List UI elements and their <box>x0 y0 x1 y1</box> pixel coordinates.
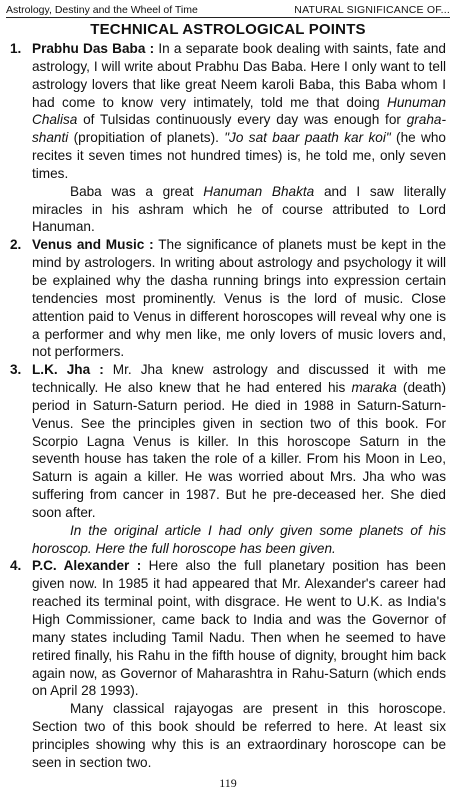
item-text: Here also the full planetary position has been given now. In 1985 it had appeared that Mr. Alexander's career had reached its terminal point, with disgrace. He went to U.K. as India's High Commissioner, came back to India and was the Governor of many states including Tamil Nadu. Then when he seemed to have retired finally, his Rahu in the fifth house of dignity, brought him back again now, as Governor of Maharashtra in Rahu-Saturn (which ends on April 28 1993). <box>32 558 446 699</box>
item-text: In a separate book dealing with saints, fate and astrology, I will write about Prabhu Das Baba. Here I only want to tell astrology lovers that like great Neem karoli Baba, this Baba whom I had come to know very intimately, told me that doing <box>32 41 446 110</box>
item-number: 4. <box>10 558 22 574</box>
item-paragraph <box>32 361 446 522</box>
list-item-3 <box>10 361 446 557</box>
item-paragraph-2 <box>32 183 446 237</box>
item-paragraph <box>32 236 446 361</box>
item-text: Mr. Jha knew astrology and discussed it with me technically. He also knew that he had entered his <box>32 362 446 396</box>
item-heading: L.K. Jha : <box>32 362 104 378</box>
item-text: (death) period in Saturn-Saturn period. He died in 1988 in Saturn-Saturn-Venus. See the principles given in section two of this book. For Scorpio Lagna Venus is killer. In this horoscope Saturn in the seventh house has taken the role of a killer. From his Moon in Leo, Saturn is again a killer. He was worried about Mrs. Jha who was suffering from cancer in 1987. But he pre-deceased her. She died soon after. <box>32 380 446 520</box>
item-text-italic: Hanuman Bhakta <box>203 183 315 199</box>
list-item-4 <box>10 557 446 771</box>
item-heading: Prabhu Das Baba : <box>32 41 155 56</box>
chapter-title-header: NATURAL SIGNIFICANCE OF... <box>294 4 450 16</box>
item-text-italic: "Jo sat baar paath kar koi" <box>224 130 391 146</box>
item-heading: P.C. Alexander : <box>32 558 142 574</box>
item-text: of Tulsidas continuously every day was enough for <box>77 112 407 128</box>
item-text: Baba was a great <box>70 183 204 199</box>
page-body <box>10 40 446 772</box>
list-item-2 <box>10 236 446 361</box>
item-paragraph <box>32 40 446 183</box>
item-paragraph-2: In the original article I had only given some planets of his horoscop. Here the full horoscope has been given. <box>32 522 446 556</box>
item-number: 2. <box>10 237 22 253</box>
item-heading: Venus and Music : <box>32 237 154 253</box>
item-number: 1. <box>10 41 22 56</box>
book-title-header: Astrology, Destiny and the Wheel of Time <box>6 4 198 16</box>
item-paragraph <box>32 557 446 700</box>
list-item-1 <box>10 40 446 236</box>
item-text-italic: graha-shanti <box>32 112 446 146</box>
item-text-italic: Hunuman Chalisa <box>32 94 446 128</box>
section-title: TECHNICAL ASTROLOGICAL POINTS <box>90 21 366 38</box>
item-text: (he who recites it seven times not hundred times) is, he told me, only seven times. <box>32 130 446 181</box>
item-paragraph-2: Many classical rajayogas are present in this horoscope. Section two of this book should be referred to here. At least six principles showing why this is an extraordinary horoscope can be seen in section two. <box>32 701 446 770</box>
item-text: The significance of planets must be kept in the mind by astrologers. In writing about astrology and psychology it will be explained why the dasha running brings into expression certain tendencies most prominently. Venus is the lord of music. Close attention paid to Venus in different horoscopes will reveal why one is a performer and why men like, me only lovers of music lovers and, not performers. <box>32 237 447 360</box>
item-text: (propitiation of planets). <box>68 130 225 146</box>
header-rule <box>6 17 450 18</box>
item-number: 3. <box>10 362 22 378</box>
page-number: 119 <box>219 776 237 790</box>
item-text: and I saw literally miracles in his ashram which he of course attributed to Lord Hanuman. <box>32 183 446 235</box>
running-header <box>6 3 450 17</box>
item-text-italic: maraka <box>351 380 397 396</box>
